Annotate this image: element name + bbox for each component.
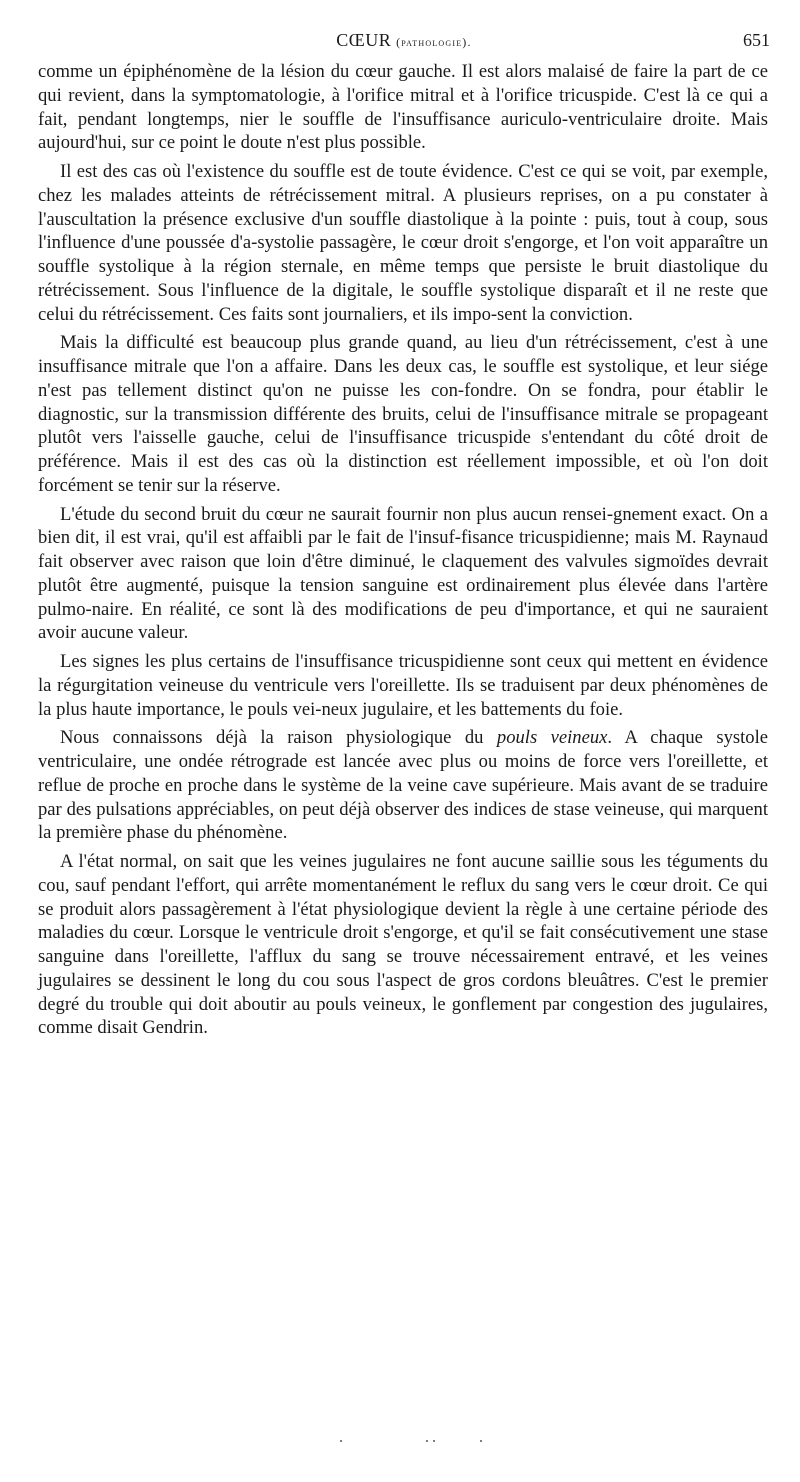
print-specks: [330, 1440, 490, 1450]
paragraph-2: Il est des cas où l'existence du souffle est de toute évidence. C'est ce qui se voit, par exemple, chez les malades atteints de rétrécissement mitral. A plusieurs reprises, on a pu constater à l'auscultation la présence exclusive d'un souffle diastolique à la pointe : puis, tout à coup, sous l'influence d'une poussée d'a-systolie passagère, le cœur droit s'engorge, et l'on voit apparaître un souffle systolique à la région sternale, en même temps que persiste le bruit diastolique du rétrécissement. Sous l'influence de la digitale, le souffle systolique disparaît et il ne reste que celui du rétrécissement. Ces faits sont journaliers, et ils impo-sent la conviction.: [38, 161, 768, 325]
running-title-sub: (pathologie).: [396, 35, 472, 49]
paragraph-4: L'étude du second bruit du cœur ne saurait fournir non plus aucun rensei-gnement exact. On a bien dit, il est vrai, qu'il est affaibli par le fait de l'insuf-fisance tricuspidienne; mais M. Raynaud fait observer avec raison que loin d'être diminué, le claquement des valvules sigmoïdes devrait plutôt être augmenté, puisque la tension sanguine est ordinairement plus élevée dans l'artère pulmo-naire. En réalité, ce sont là des modifications de peu d'importance, et qui ne sauraient avoir aucune valeur.: [38, 503, 768, 644]
paragraph-7: A l'état normal, on sait que les veines jugulaires ne font aucune saillie sous les téguments du cou, sauf pendant l'effort, qui arrête momentanément le reflux du sang vers le cœur droit. Ce qui se produit alors passagèrement à l'état physiologique devient la règle à une certaine période des maladies du cœur. Lorsque le ventricule droit s'engorge, et qu'il se fait consécutivement une stase sanguine dans l'oreillette, l'afflux du sang se trouve nécessairement entravé, et les veines jugulaires se dessinent le long du cou sous l'aspect de gros cordons bleuâtres. C'est le premier degré du trouble qui doit aboutir au pouls veineux, le gonflement par congestion des jugulaires, comme disait Gendrin.: [38, 851, 768, 1039]
page-number: 651: [743, 30, 770, 50]
running-title-main: CŒUR: [336, 30, 392, 50]
paragraph-3: Mais la difficulté est beaucoup plus grande quand, au lieu d'un rétrécissement, c'est à une insuffisance mitrale que l'on a affaire. Dans les deux cas, le souffle est systolique, et leur siége n'est pas tellement distinct qu'on ne puisse les con-fondre. On se fondra, pour établir le diagnostic, sur la transmission différente des bruits, celui de l'insuffisance mitrale se propageant plutôt vers l'aisselle gauche, celui de l'insuffisance tricuspide s'entendant du côté droit de préférence. Mais il est des cas où la distinction est réellement impossible, et où l'on doit forcément se tenir sur la réserve.: [38, 332, 768, 496]
paragraph-6-part-2: . A chaque systole ventriculaire, une ondée rétrograde est lancée avec plus ou moins de force vers l'oreillette, et reflue de proche en proche dans le système de la veine cave supérieure. Mais avant de se traduire par des pulsations appréciables, on peut déjà observer des indices de stase veineuse, qui marquent la première phase du phénomène.: [38, 727, 768, 844]
print-speck: [340, 1440, 342, 1442]
print-speck: [433, 1440, 435, 1442]
paragraph-5: Les signes les plus certains de l'insuffisance tricuspidienne sont ceux qui mettent en évidence la régurgitation veineuse du ventricule vers l'oreillette. Ils se traduisent par deux phénomènes de la plus haute importance, le pouls vei-neux jugulaire, et les battements du foie.: [38, 651, 768, 720]
body-text: [38, 60, 768, 1045]
page-header: [38, 30, 770, 56]
paragraph-6: [38, 726, 768, 845]
paragraph-6-emphasis: pouls veineux: [496, 727, 608, 749]
paragraph-6-part-1: Nous connaissons déjà la raison physiologique du: [60, 727, 497, 749]
running-title: [38, 30, 770, 51]
print-speck: [426, 1440, 428, 1442]
paragraph-1: comme un épiphénomène de la lésion du cœur gauche. Il est alors malaisé de faire la part de ce qui revient, dans la symptomatologie, à l'orifice mitral et à l'orifice tricuspide. C'est là ce qui a fait, pendant longtemps, nier le souffle de l'insuffisance auriculo-ventriculaire droite. Mais aujourd'hui, sur ce point le doute n'est plus possible.: [38, 61, 768, 154]
print-speck: [480, 1440, 482, 1442]
